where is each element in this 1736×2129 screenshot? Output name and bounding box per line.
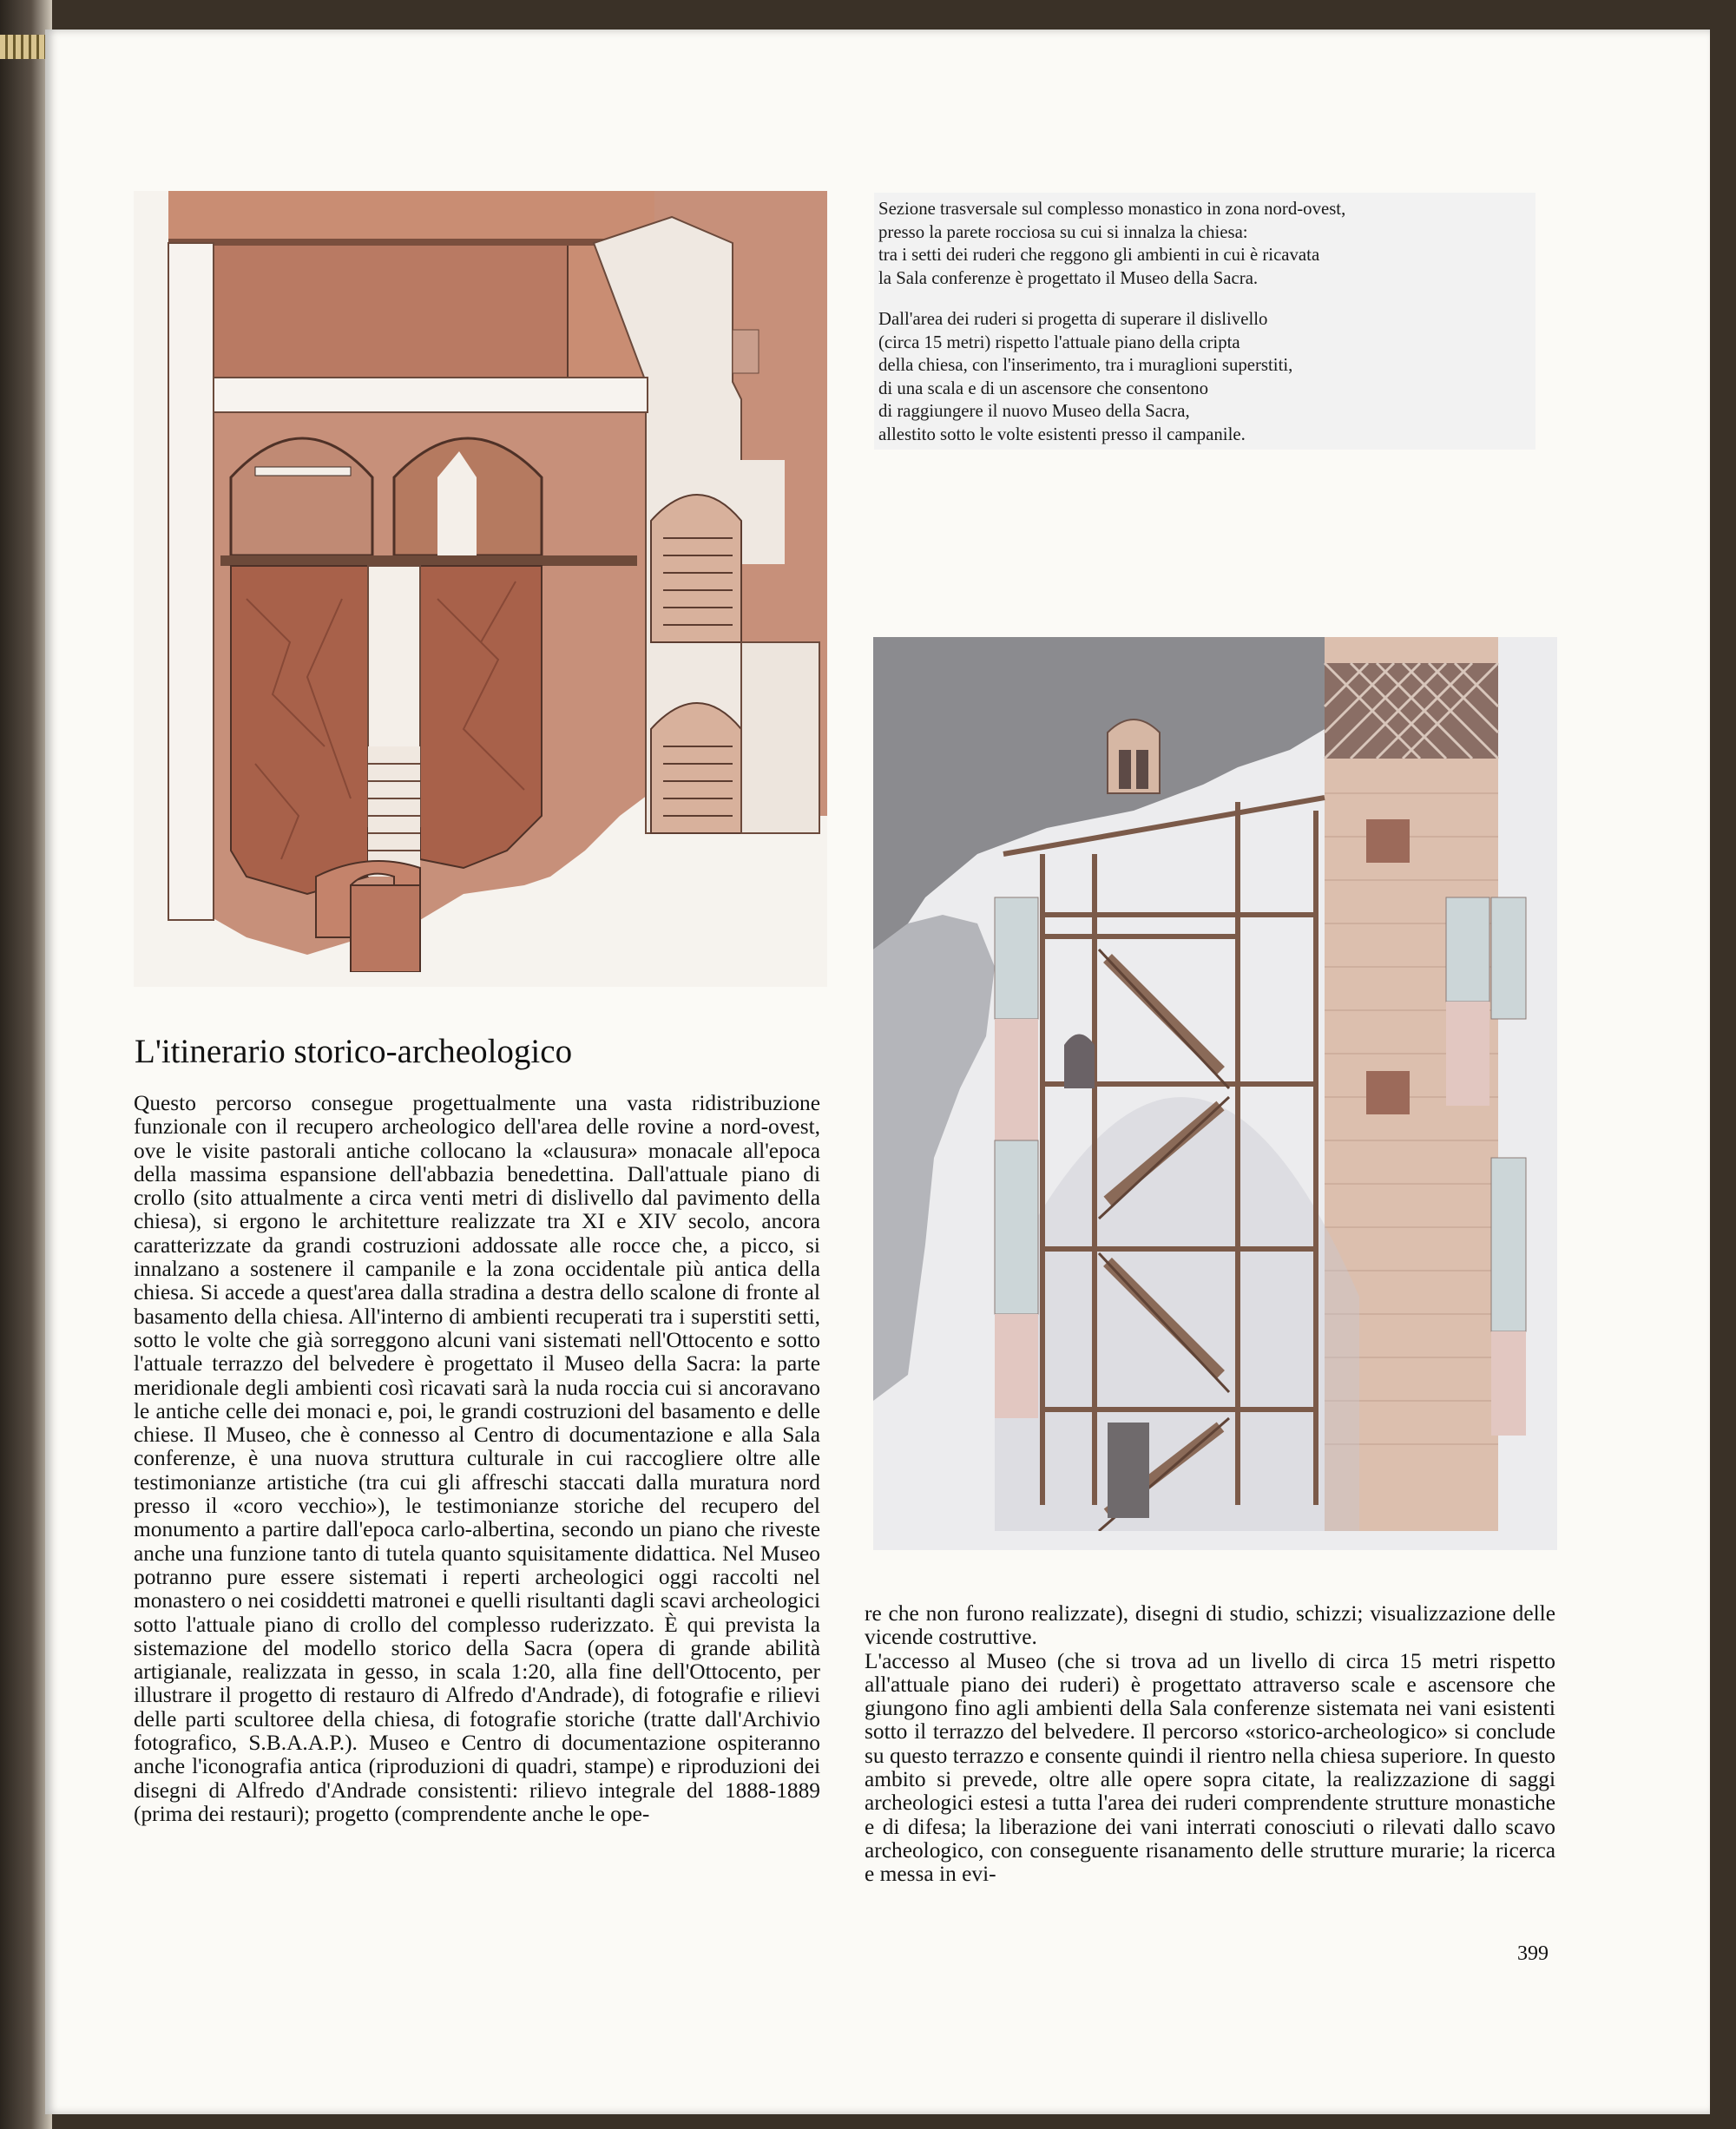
body-column-left: Questo percorso consegue progettualmente una vasta ridistribuzione funzionale con il recupero archeologico dell'area delle rovine a nord-ovest, ove le visite pastorali antiche collocano la «clausura» monacale all'epoca della massima espansione dell'abbazia benedettina. Dall'attuale piano di crollo (sito attualmente a circa venti metri di dislivello dal pavimento della chiesa), si ergono le architetture realizzate tra XI e XIV secolo, ancora caratterizzate da grandi costruzioni addossate alle rocce che, a picco, si innalzano a sostenere il campanile e la zona occidentale più antica della chiesa. Si accede a quest'area dalla stradina a destra dello scalone di fronte al basamento della chiesa. All'interno di ambienti recuperati tra i superstiti setti, sotto le volte che già sorreggono alcuni vani sistemati nell'Ottocento e sotto l'attuale terrazzo del belvedere è progettato il Museo della Sacra: la parte meridionale degli ambienti così ricavati sarà la nuda roccia cui si ancoravano le antiche celle dei monaci e, poi, le grandi costruzioni del basamento e delle chiese. Il Museo, che è connesso al Centro di documentazione e alla Sala conferenze, è una nuova struttura culturale in cui raccogliere oltre alle testimonianze artistiche (tra cui gli affreschi staccati dalla muratura nord presso il «coro vecchio»), le testimonianze storiche del recupero del monumento a partire dall'epoca carlo-albertina, secondo un piano che riveste anche una funzione tanto di tutela quanto squisitamente didattica. Nel Museo potranno pure essere sistemati i reperti archeologici oggi raccolti nel monastero o nei cosiddetti matronei e quelli risultanti dagli scavi archeologici sotto l'attuale piano di crollo del complesso ruderizzato. È qui prevista la sistemazione del modello storico della Sacra (opera di grande abilità artigianale, realizzata in gesso, in scala 1:20, alla fine dell'Ottocento, per illustrare il progetto di restauro di Alfredo d'Andrade), di fotografie e rilievi delle parti scultoree della chiesa, di fotografie storiche (tratte dall'Archivio fotografico, S.B.A.A.P.). Museo e Centro di documentazione ospiteranno anche l'iconografia antica (riproduzioni di quadri, stampe) e riproduzioni dei disegni di Alfredo d'Andrade consistenti: rilievo integrale del 1888-1889 (prima dei restauri); progetto (comprendente anche le ope- <box>134 1091 820 1826</box>
cross-section-drawing <box>134 191 827 987</box>
figure-caption-stair: Dall'area dei ruderi si progetta di superare il dislivello (circa 15 metri) rispetto l'attuale piano della cripta della chiesa, con l'inserimento, tra i muraglioni superstiti, di una scala e di un ascensore che consentono di raggiungere il nuovo Museo della Sacra, allestito sotto le volte esistenti presso il campanile. <box>878 309 1293 444</box>
figure-caption-section: Sezione trasversale sul complesso monastico in zona nord-ovest, presso la parete rocciosa su cui si innalza la chiesa: tra i setti dei ruderi che reggono gli ambienti in cui è ricavata la Sala conferenze è progettato il Museo della Sacra. <box>878 199 1346 288</box>
stair-section-drawing <box>873 637 1557 1550</box>
section-heading: L'itinerario storico-archeologico <box>135 1033 573 1070</box>
page-number: 399 <box>1517 1942 1549 1965</box>
binding-ribbon <box>0 35 50 59</box>
book-binding <box>0 0 52 2129</box>
paragraph-museum-access: L'accesso al Museo (che si trova ad un livello di circa 15 metri rispetto all'attuale piano dei ruderi) è progettato attraverso scale e ascensore che giungono fino agli ambienti della Sala conferenze sistemata nei vani esistenti sotto il terrazzo del belvedere. Il percorso «storico-archeologico» si conclude su questo terrazzo e consente quindi il rientro nella chiesa superiore. In questo ambito si prevede, oltre alle opere sopra citate, la realizzazione di saggi archeologici estesi a tutta l'area dei ruderi comprendente strutture monastiche e di difesa; la liberazione dei vani interrati conosciuti o rilevati dallo scavo archeologico, con conseguente risanamento delle strutture murarie; la ricerca e messa in evi- <box>865 1648 1555 1887</box>
paragraph-continuation: re che non furono realizzate), disegni di studio, schizzi; visualizzazione delle vicende costruttive. <box>865 1601 1555 1650</box>
body-column-right <box>865 1602 1555 1887</box>
